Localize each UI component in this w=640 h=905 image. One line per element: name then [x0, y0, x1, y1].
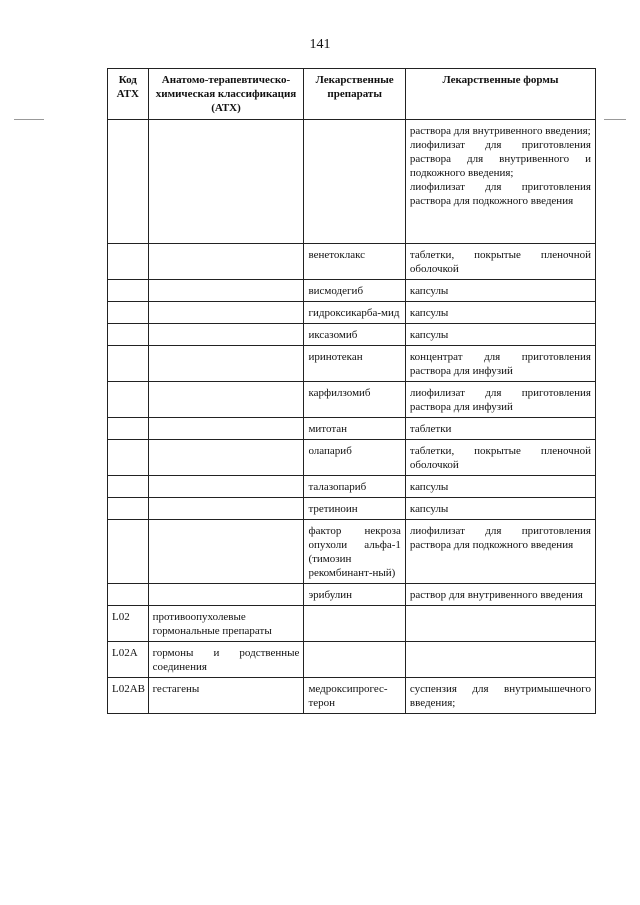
- cell-classification: [148, 476, 304, 498]
- cell-classification: [148, 440, 304, 476]
- cell-drug: олапариб: [304, 440, 405, 476]
- table-row: [108, 244, 596, 280]
- cell-code: [108, 120, 149, 244]
- table-row: [108, 584, 596, 606]
- cell-classification: [148, 244, 304, 280]
- cell-drug: третиноин: [304, 498, 405, 520]
- cell-forms: [405, 120, 595, 244]
- table-row: [108, 324, 596, 346]
- table-row: [108, 606, 596, 642]
- table-row: [108, 280, 596, 302]
- table-row: [108, 418, 596, 440]
- cell-drug: фактор некроза опухоли альфа-1 (тимозин рекомбинант-ный): [304, 520, 405, 584]
- cell-code: [108, 418, 149, 440]
- cell-code: L02A: [108, 642, 149, 678]
- table-row: [108, 302, 596, 324]
- cell-forms: капсулы: [405, 476, 595, 498]
- header-code: Код АТХ: [108, 69, 149, 120]
- cell-forms: таблетки, покрытые пленочной оболочкой: [405, 244, 595, 280]
- cell-classification: [148, 280, 304, 302]
- left-margin-mark: [14, 119, 44, 120]
- cell-code: [108, 498, 149, 520]
- cell-classification: противоопухолевые гормональные препараты: [148, 606, 304, 642]
- cell-forms: капсулы: [405, 498, 595, 520]
- table-header-row: [108, 69, 596, 120]
- cell-code: [108, 520, 149, 584]
- cell-forms: капсулы: [405, 280, 595, 302]
- table-row: [108, 498, 596, 520]
- cell-drug: митотан: [304, 418, 405, 440]
- cell-forms: суспензия для внутримышечного введения;: [405, 678, 595, 714]
- cell-forms: таблетки, покрытые пленочной оболочкой: [405, 440, 595, 476]
- page-number: 141: [309, 37, 331, 52]
- cell-drug: гидроксикарба-мид: [304, 302, 405, 324]
- table-row: [108, 346, 596, 382]
- cell-code: [108, 280, 149, 302]
- cell-classification: гестагены: [148, 678, 304, 714]
- cell-classification: [148, 418, 304, 440]
- table-row: [108, 440, 596, 476]
- cell-drug: [304, 606, 405, 642]
- cell-drug: карфилзомиб: [304, 382, 405, 418]
- table-row: [108, 382, 596, 418]
- table-row: [108, 642, 596, 678]
- cell-drug: висмодегиб: [304, 280, 405, 302]
- cell-forms: [405, 606, 595, 642]
- cell-classification: [148, 324, 304, 346]
- table-row: [108, 120, 596, 244]
- cell-classification: [148, 346, 304, 382]
- header-drugs: Лекарственные препараты: [304, 69, 405, 120]
- cell-classification: [148, 584, 304, 606]
- cell-classification: гормоны и родственные соединения: [148, 642, 304, 678]
- cell-code: L02AB: [108, 678, 149, 714]
- cell-forms: концентрат для приготовления раствора для инфузий: [405, 346, 595, 382]
- cell-forms: [405, 642, 595, 678]
- cell-forms: капсулы: [405, 324, 595, 346]
- cell-code: [108, 440, 149, 476]
- cell-drug: [304, 642, 405, 678]
- atx-table: [107, 68, 596, 714]
- forms-text: раствора для внутривенного введения; лиофилизат для приготовления раствора для внутривенного и подкожного введения; лиофилизат для приготовления раствора для подкожного введения: [409, 125, 591, 207]
- cell-drug: эрибулин: [304, 584, 405, 606]
- cell-forms: таблетки: [405, 418, 595, 440]
- table-row: [108, 520, 596, 584]
- cell-code: [108, 302, 149, 324]
- header-classification: Анатомо-терапевтическо-химическая классификация (АТХ): [148, 69, 304, 120]
- cell-drug: иринотекан: [304, 346, 405, 382]
- cell-code: [108, 382, 149, 418]
- cell-classification: [148, 120, 304, 244]
- cell-classification: [148, 520, 304, 584]
- cell-code: [108, 584, 149, 606]
- cell-drug: [304, 120, 405, 244]
- right-margin-mark: [604, 119, 626, 120]
- cell-drug: талазопариб: [304, 476, 405, 498]
- cell-forms: лиофилизат для приготовления раствора для подкожного введения: [405, 520, 595, 584]
- cell-code: [108, 346, 149, 382]
- cell-code: [108, 476, 149, 498]
- cell-classification: [148, 382, 304, 418]
- table-row: [108, 476, 596, 498]
- cell-forms: капсулы: [405, 302, 595, 324]
- cell-code: L02: [108, 606, 149, 642]
- cell-forms: лиофилизат для приготовления раствора для инфузий: [405, 382, 595, 418]
- table-row: [108, 678, 596, 714]
- cell-code: [108, 244, 149, 280]
- cell-classification: [148, 302, 304, 324]
- cell-code: [108, 324, 149, 346]
- header-forms: Лекарственные формы: [405, 69, 595, 120]
- cell-drug: венетоклакс: [304, 244, 405, 280]
- cell-drug: медроксипрогес-терон: [304, 678, 405, 714]
- cell-classification: [148, 498, 304, 520]
- cell-drug: иксазомиб: [304, 324, 405, 346]
- cell-forms: раствор для внутривенного введения: [405, 584, 595, 606]
